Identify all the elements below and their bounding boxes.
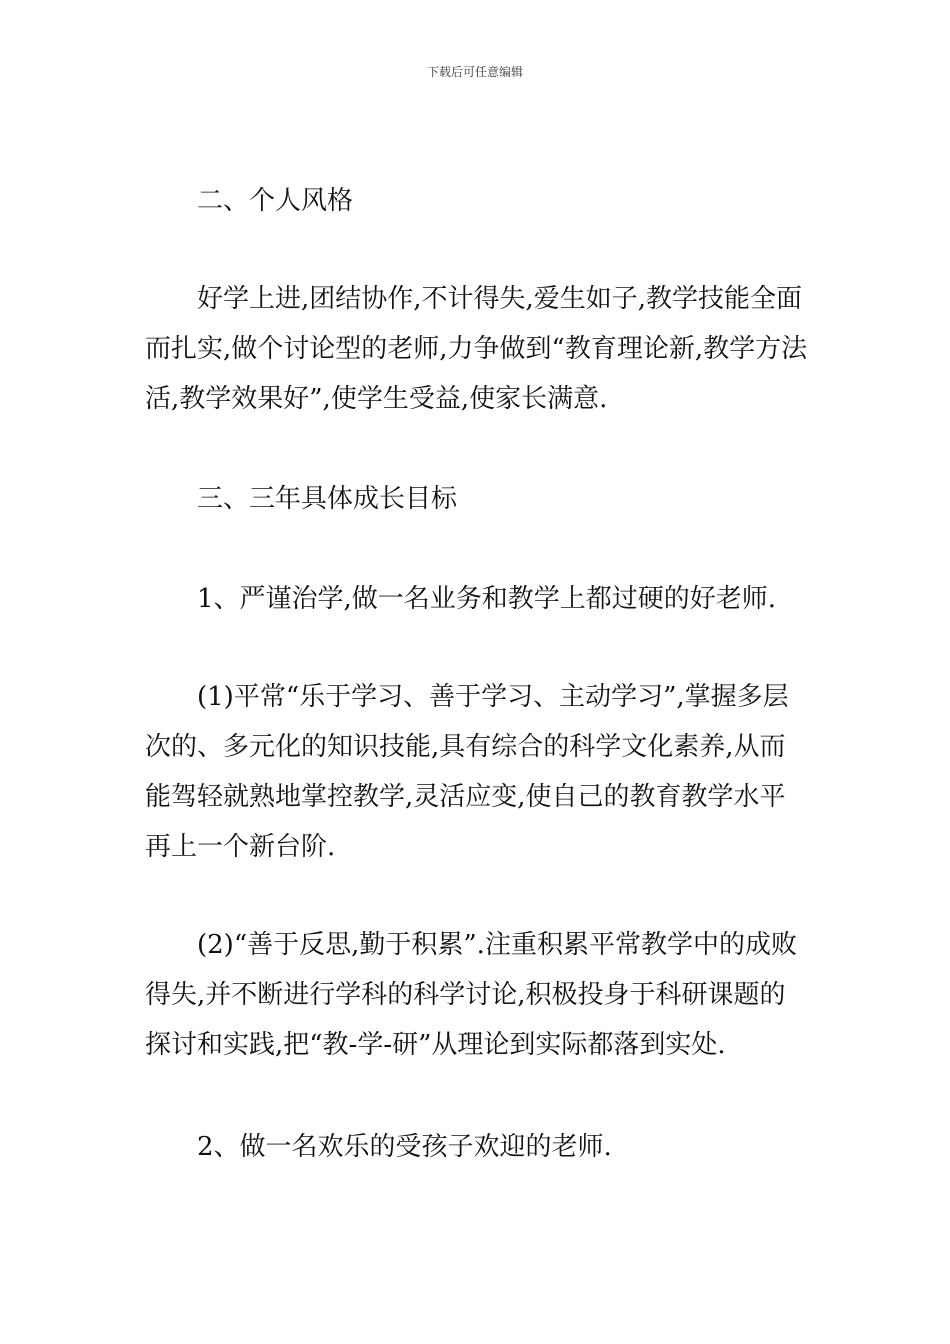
goal-text: 2、做一名欢乐的受孩子欢迎的老师. [197, 1132, 612, 1162]
heading-text: 三、三年具体成长目标 [197, 484, 458, 514]
goal-item-1 [145, 574, 810, 624]
page-header-note: 下载后可任意编辑 [426, 65, 523, 79]
subitem-text: (2)“善于反思,勤于积累”.注重积累平常教学中的成败得失,并不断进行学科的科学讨论,积极投身于科研课题的探讨和实践,把“教-学-研”从理论到实际都落到实处. [145, 930, 797, 1060]
heading-text: 二、个人风格 [197, 186, 354, 216]
paragraph-personal-style [145, 274, 810, 424]
section-heading-three-year-goals [145, 474, 810, 524]
goal-1-subitem-2 [145, 920, 810, 1070]
subitem-text: (1)平常“乐于学习、善于学习、主动学习”,掌握多层次的、多元化的知识技能,具有综合的科学文化素养,从而能驾轻就熟地掌控教学,灵活应变,使自己的教育教学水平再上一个新台阶. [145, 682, 789, 862]
section-heading-personal-style [145, 176, 810, 226]
paragraph-text: 好学上进,团结协作,不计得失,爱生如子,教学技能全面而扎实,做个讨论型的老师,力争做到“教育理论新,教学方法活,教学效果好”,使学生受益,使家长满意. [145, 284, 808, 414]
goal-1-subitem-1 [145, 672, 810, 872]
goal-text: 1、严谨治学,做一名业务和教学上都过硬的好老师. [197, 584, 777, 614]
goal-item-2 [145, 1122, 810, 1172]
